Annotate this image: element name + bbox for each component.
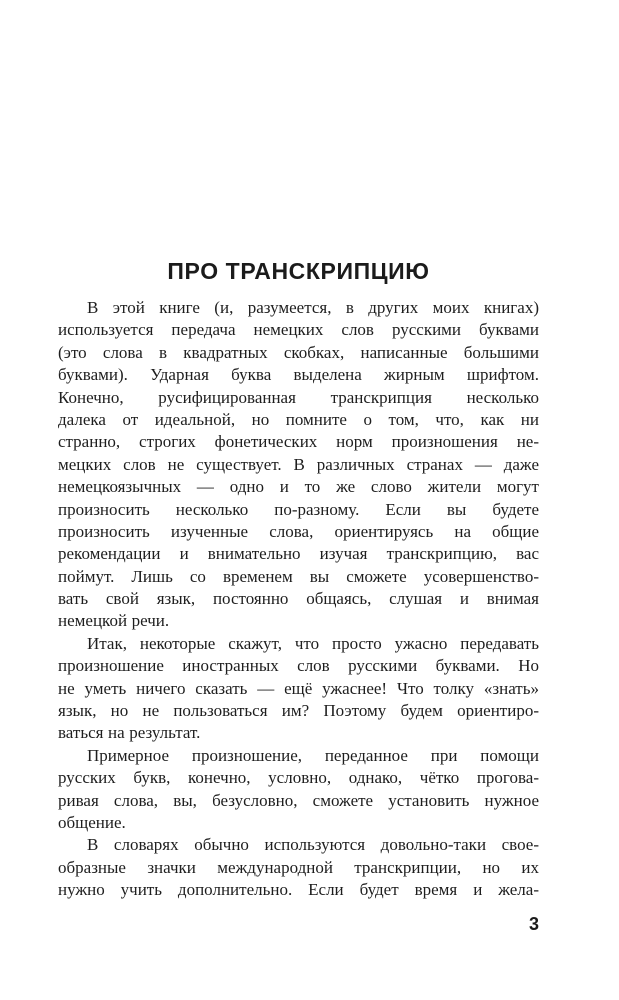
text-line: язык, но не пользоваться им? Поэтому будем ориентиро- — [58, 701, 539, 721]
body-text — [58, 297, 539, 902]
text-line: В словарях обычно используются довольно-таки свое- — [87, 835, 539, 855]
text-line: буквами). Ударная буква выделена жирным шрифтом. — [58, 365, 539, 385]
text-line: немецкой речи. — [58, 611, 170, 631]
text-line: рекомендации и внимательно изучая транскрипцию, вас — [58, 544, 539, 564]
text-line: произносить изученные слова, ориентируясь на общие — [58, 521, 539, 541]
text-line: произносить несколько по-разному. Если вы будете — [58, 499, 539, 519]
text-line: странно, строгих фонетических норм произношения не- — [58, 432, 539, 452]
text-line: мецких слов не существует. В различных странах — даже — [58, 454, 539, 474]
page-number: 3 — [528, 914, 539, 934]
text-line: (это слова в квадратных скобках, написанные большими — [58, 342, 539, 362]
text-line: В этой книге (и, разумеется, в других моих книгах) — [87, 298, 539, 317]
text-line: Конечно, русифицированная транскрипция несколько — [58, 387, 539, 407]
text-line: произношение иностранных слов русскими буквами. Но — [58, 656, 539, 676]
text-line: русских букв, конечно, условно, однако, чётко прогова- — [58, 768, 539, 788]
text-line: Примерное произношение, переданное при помощи — [87, 745, 539, 765]
text-line: ваться на результат. — [58, 723, 201, 743]
text-line: вать свой язык, постоянно общаясь, слушая и внимая — [58, 589, 539, 609]
chapter-title: ПРО ТРАНСКРИПЦИЮ — [167, 258, 430, 284]
text-line: ривая слова, вы, безусловно, сможете установить нужное — [58, 790, 539, 810]
text-line: нужно учить дополнительно. Если будет время и жела- — [58, 880, 539, 900]
text-line: образные значки международной транскрипции, но их — [58, 857, 539, 877]
text-line: Итак, некоторые скажут, что просто ужасно передавать — [87, 633, 539, 653]
text-line: не уметь ничего сказать — ещё ужаснее! Что толку «знать» — [58, 678, 539, 698]
text-line: используется передача немецких слов русскими буквами — [58, 320, 539, 340]
text-line: общение. — [58, 812, 126, 832]
text-line: далека от идеальной, но помните о том, что, как ни — [58, 409, 539, 429]
text-line: немецкоязычных — одно и то же слово жители могут — [58, 477, 539, 497]
text-line: поймут. Лишь со временем вы сможете усовершенство- — [58, 566, 539, 586]
